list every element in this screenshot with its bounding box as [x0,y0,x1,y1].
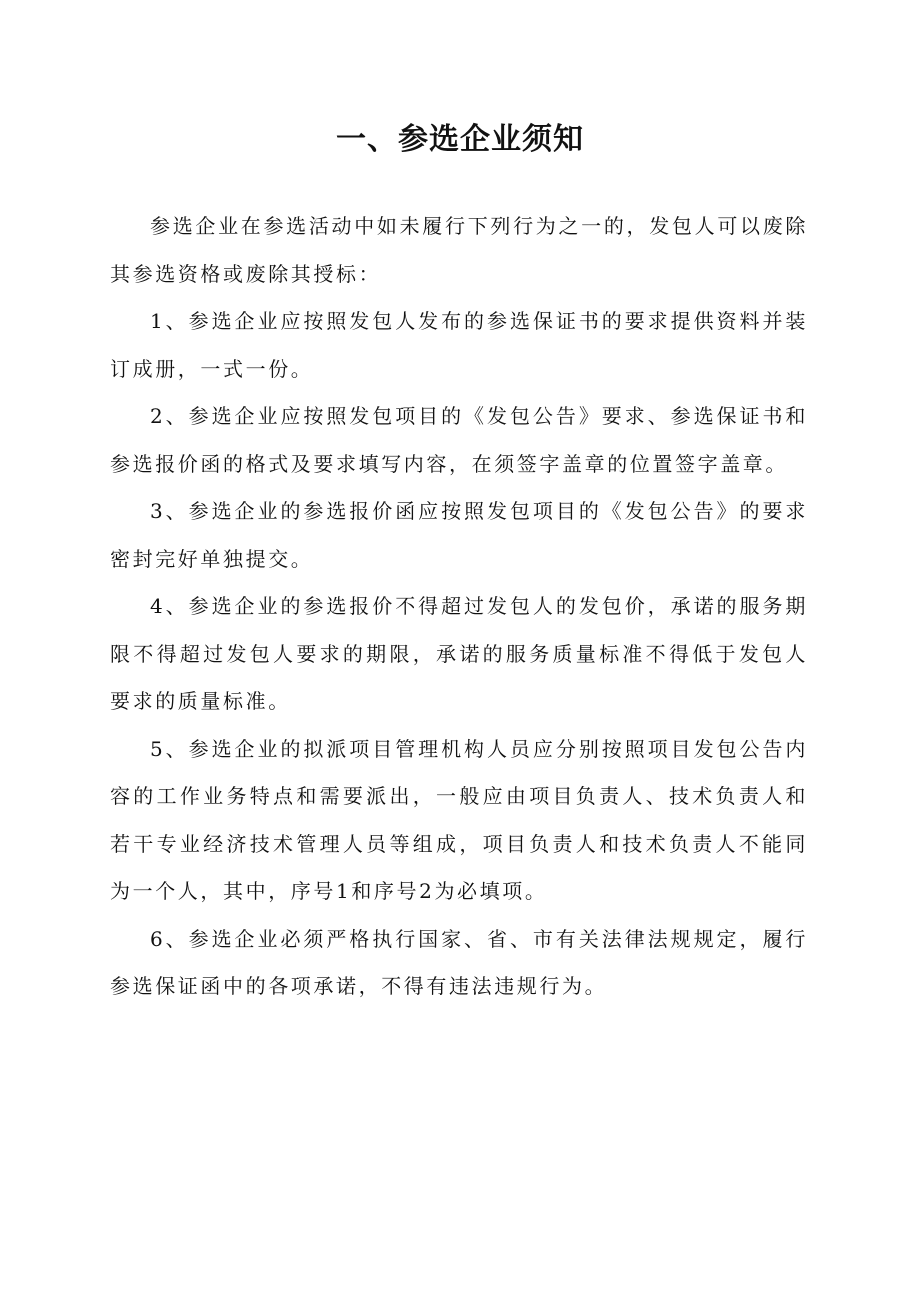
document-body [110,203,808,1011]
clause-6-paragraph: 6、参选企业必须严格执行国家、省、市有关法律法规规定，履行参选保证函中的各项承诺，不得有违法违规行为。 [110,926,808,998]
document-title: 一、参选企业须知 [336,122,584,157]
intro-paragraph: 参选企业在参选活动中如未履行下列行为之一的，发包人可以废除其参选资格或废除其授标： [110,214,808,286]
clause-3-paragraph: 3、参选企业的参选报价函应按照发包项目的《发包公告》的要求密封完好单独提交。 [110,499,808,571]
clause-5-paragraph: 5、参选企业的拟派项目管理机构人员应分别按照项目发包公告内容的工作业务特点和需要派出，一般应由项目负责人、技术负责人和若干专业经济技术管理人员等组成，项目负责人和技术负责人不能同为一个人，其中，序号1和序号2为必填项。 [110,736,808,903]
clause-1-paragraph: 1、参选企业应按照发包人发布的参选保证书的要求提供资料并装订成册，一式一份。 [110,309,808,381]
clause-4-paragraph: 4、参选企业的参选报价不得超过发包人的发包价，承诺的服务期限不得超过发包人要求的期限，承诺的服务质量标准不得低于发包人要求的质量标准。 [110,594,808,713]
clause-2-paragraph: 2、参选企业应按照发包项目的《发包公告》要求、参选保证书和参选报价函的格式及要求填写内容，在须签字盖章的位置签字盖章。 [110,404,808,476]
